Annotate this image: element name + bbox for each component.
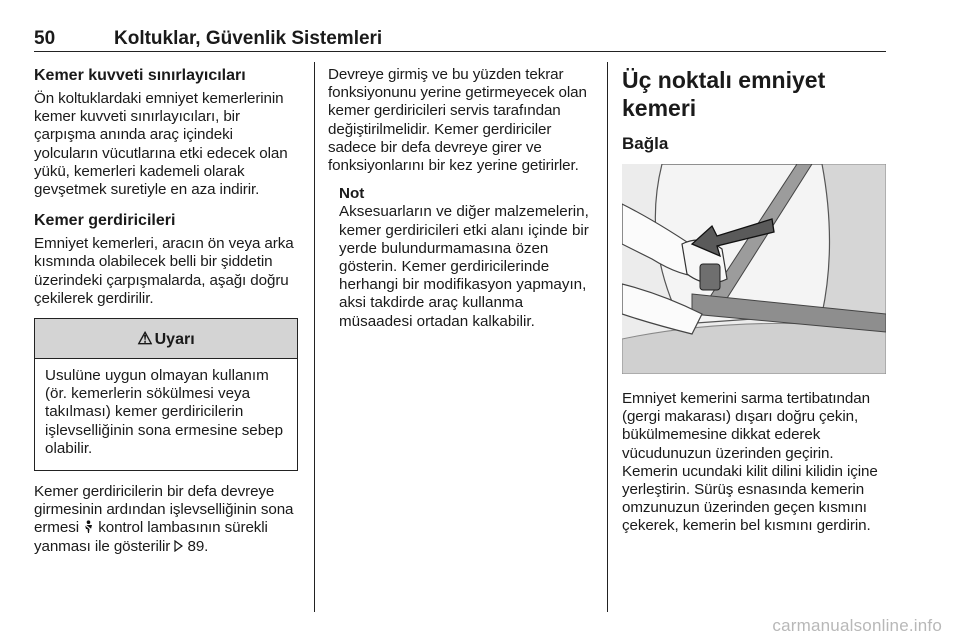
warning-triangle-icon: ⚠ xyxy=(137,329,153,349)
watermark: carmanualsonline.info xyxy=(772,616,942,635)
column-divider xyxy=(314,62,315,612)
warning-header xyxy=(35,319,297,359)
section-heading-tensioners: Kemer gerdiricileri xyxy=(34,212,176,230)
page-title: Koltuklar, Güvenlik Sistemleri xyxy=(114,28,383,49)
warning-title: Uyarı xyxy=(154,331,195,349)
section-heading-three-point-belt: Üç noktalı emniyet kemeri xyxy=(622,67,826,121)
column-2 xyxy=(328,62,594,331)
page-header xyxy=(34,26,886,52)
seatbelt-tensioner-warning-icon xyxy=(83,519,94,536)
paragraph-tensioner-indicator xyxy=(34,483,298,556)
paragraph: Devreye girmiş ve bu yüzden tekrar fonksiyonunu yerine getirmeyecek olan kemer gerdiricileri servis tarafından değiştirilmelidir. Kemer gerdiriciler sadece bir defa devreye girer ve fonksiyonlarını bir kez yerine getirirler. xyxy=(328,66,587,175)
paragraph: Ön koltuklardaki emniyet kemerlerinin kemer kuvveti sınırlayıcıları, bir çarpışma anında araç içindeki yolcuların vücutlarına etki edecek olan yükü, kemerleri kademeli olarak gevşetmek suretiyle en aza indirir. xyxy=(34,90,288,199)
paragraph-text: kontrol lambasının sürekli yanması ile gösterilir xyxy=(34,519,268,555)
subsection-heading-fasten: Bağla xyxy=(622,134,669,153)
warning-text: Usulüne uygun olmayan kullanım (ör. kemerlerin sökülmesi veya takılması) kemer gerdiricilerin işlevselliğinin sona ermesine sebep olabilir. xyxy=(45,367,284,457)
paragraph-fasten-instructions: Emniyet kemerini sarma tertibatından (gergi makarası) dışarı doğru çekin, bükülmemesine dikkat ederek vücudunuzun üzerinden geçirin. Kemerin ucundaki kilit dilini kilidin içine yerleştirin. Sürüş esnasında kemerin omzunuzun üzerinden geçen kısmını çekerek, kemerin bel kısmını gerdirin. xyxy=(622,390,878,535)
paragraph-text: Kemer gerdiricilerin bir defa devreye girmesinin ardından işlevselliğinin sona ermesi xyxy=(34,483,294,537)
note-text: Aksesuarların ve diğer malzemelerin, kemer gerdiricileri etki alanı içinde bir yerde bulundurmamasına özen gösterin. Kemer gerdiricilerinde herhangi bir modifikasyon yapmayın, aksi takdirde araç kullanma müsaadesi ortadan kalkabilir. xyxy=(339,203,589,330)
seatbelt-fastening-illustration xyxy=(622,164,886,374)
warning-box xyxy=(34,318,298,471)
column-divider xyxy=(607,62,608,612)
page-reference[interactable]: 89. xyxy=(187,537,209,555)
section-heading-force-limiters: Kemer kuvveti sınırlayıcıları xyxy=(34,67,246,84)
note-title: Not xyxy=(339,185,365,203)
paragraph: Emniyet kemerleri, aracın ön veya arka kısmında olabilecek belli bir şiddetin üzerindeki çarpışmalarda, aşağı doğru çekilerek gerdirilir. xyxy=(34,235,294,307)
page-number: 50 xyxy=(34,28,56,49)
column-3 xyxy=(622,62,890,536)
page-reference-arrow-icon xyxy=(174,538,183,555)
column-1 xyxy=(34,62,298,556)
note-block xyxy=(328,185,594,331)
